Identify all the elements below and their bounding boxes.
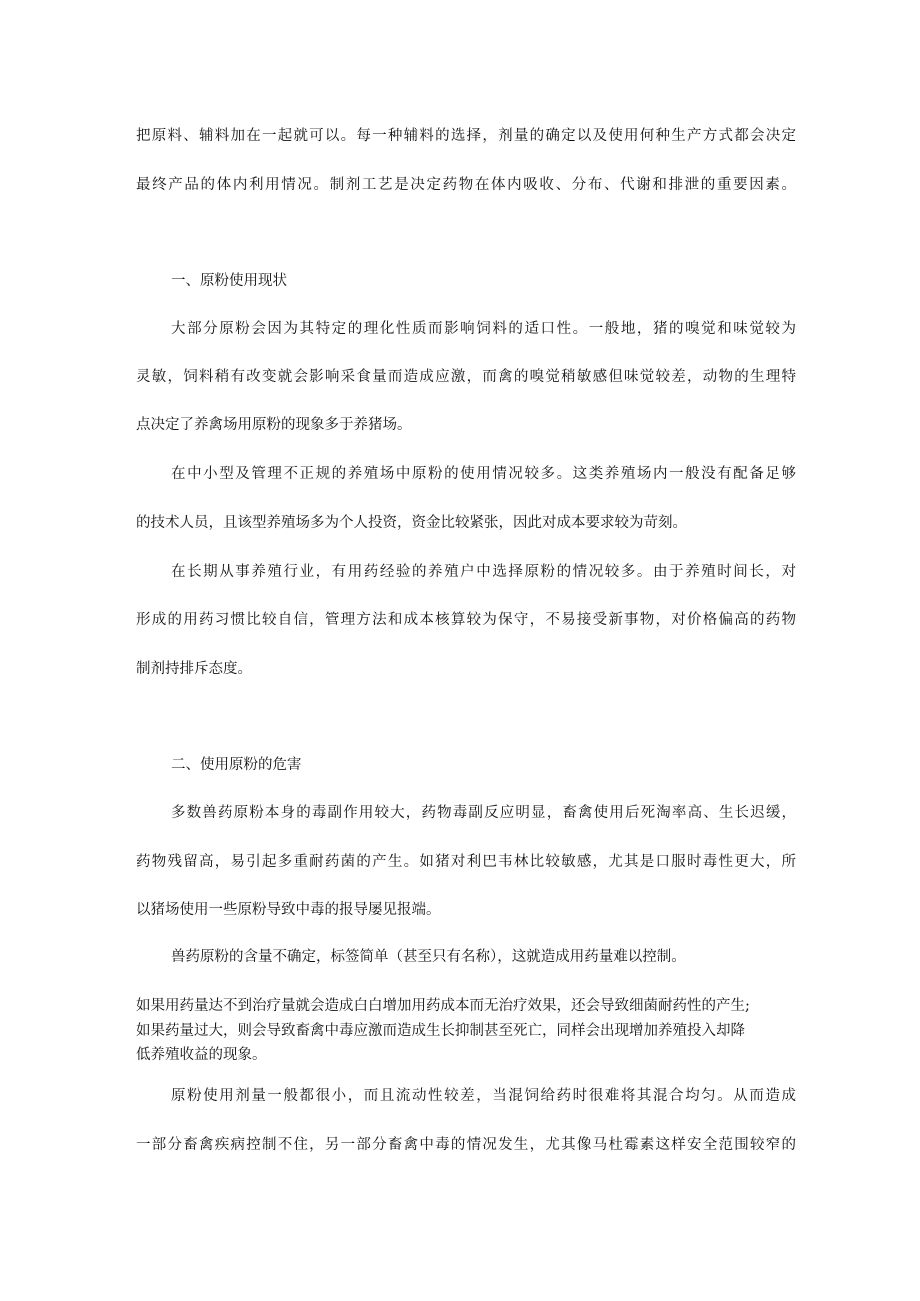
section-2-p3-line-1: 如果用药量达不到治疗量就会造成白白增加用药成本而无治疗效果，还会导致细菌耐药性的产生; [136,998,750,1014]
intro-line-1: 把原料、辅料加在一起就可以。每一种辅料的选择，剂量的确定以及使用何种生产方式都会决定 [136,128,796,144]
section-1-p3-line-2: 形成的用药习惯比较自信，管理方法和成本核算较为保守，不易接受新事物，对价格偏高的药物 [136,612,796,628]
section-1-p2-line-1: 在中小型及管理不正规的养殖场中原粉的使用情况较多。这类养殖场内一般没有配备足够 [171,466,796,482]
section-1-p1-line-1: 大部分原粉会因为其特定的理化性质而影响饲料的适口性。一般地，猪的嗅觉和味觉较为 [171,321,796,337]
section-1-p1-line-3: 点决定了养禽场用原粉的现象多于养猪场。 [136,417,412,433]
intro-line-2: 最终产品的体内利用情况。制剂工艺是决定药物在体内吸收、分布、代谢和排泄的重要因素。 [136,177,796,193]
section-2-p1-line-3: 以猪场使用一些原粉导致中毒的报导屡见报端。 [136,902,441,918]
section-1-p3-line-3: 制剂持排斥态度。 [136,661,252,677]
section-1-p3-line-1: 在长期从事养殖行业，有用药经验的养殖户中选择原粉的情况较多。由于养殖时间长，对 [171,564,796,580]
section-1-p1-line-2: 灵敏，饲料稍有改变就会影响采食量而造成应激，而禽的嗅觉稍敏感但味觉较差，动物的生理特 [136,369,796,385]
section-2-p4-line-1: 原粉使用剂量一般都很小，而且流动性较差，当混饲给药时很难将其混合均匀。从而造成 [171,1088,796,1104]
section-2-p3-line-3: 低养殖收益的现象。 [136,1047,267,1063]
section-1-heading: 一、原粉使用现状 [171,273,287,289]
section-2-p4-line-2: 一部分畜禽疾病控制不住，另一部分畜禽中毒的情况发生，尤其像马杜霉素这样安全范围较窄的 [136,1137,796,1153]
section-2-heading: 二、使用原粉的危害 [171,757,302,773]
section-2-p2-line-1: 兽药原粉的含量不确定，标签简单（甚至只有名称），这就造成用药量难以控制。 [171,949,686,965]
section-2-p3-line-2: 如果药量过大，则会导致畜禽中毒应激而造成生长抑制甚至死亡，同样会出现增加养殖投入却降 [136,1023,745,1039]
section-2-p1-line-1: 多数兽药原粉本身的毒副作用较大，药物毒副反应明显，畜禽使用后死淘率高、生长迟缓， [171,805,796,821]
section-1-p2-line-2: 的技术人员，且该型养殖场多为个人投资，资金比较紧张，因此对成本要求较为苛刻。 [136,515,687,531]
section-2-p1-line-2: 药物残留高，易引起多重耐药菌的产生。如猪对利巴韦林比较敏感，尤其是口服时毒性更大，所 [136,854,796,870]
